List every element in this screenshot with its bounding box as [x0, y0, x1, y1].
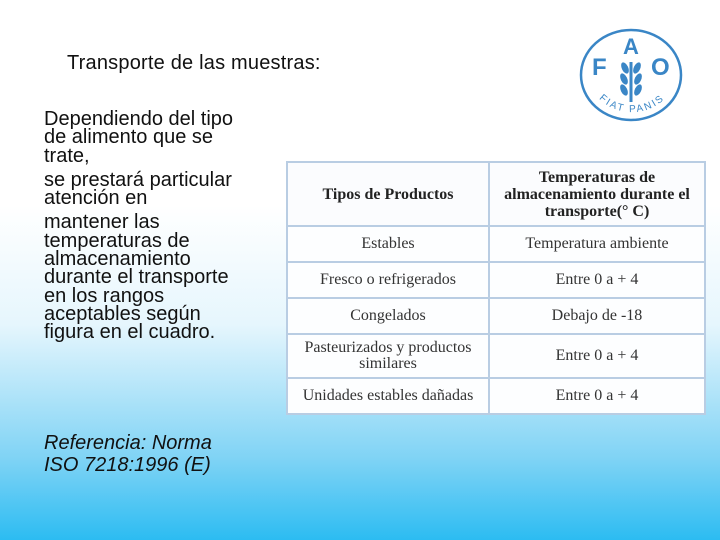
- reference-line: Referencia: Norma: [44, 432, 212, 454]
- header-product-types: Tipos de Productos: [287, 162, 489, 226]
- body-line: de alimento que se: [44, 126, 214, 149]
- table-cell: Entre 0 a + 4: [489, 334, 705, 378]
- slide-title: Transporte de las muestras:: [67, 52, 321, 74]
- reference-line: ISO 7218:1996 (E): [44, 454, 211, 476]
- logo-motto: FIAT PANIS: [596, 92, 668, 116]
- body-line: mantener las: [44, 211, 160, 234]
- table-cell: Entre 0 a + 4: [489, 262, 705, 298]
- table-cell: Congelados: [287, 298, 489, 334]
- header-transport-temperature: Temperaturas de almacenamiento durante el transporte(° C): [489, 162, 705, 226]
- body-line: temperaturas de: [44, 229, 190, 252]
- body-line: figura en el cuadro.: [44, 321, 216, 344]
- table-cell: Estables: [287, 226, 489, 262]
- table-cell: Fresco o refrigerados: [287, 262, 489, 298]
- body-line: trate,: [44, 144, 90, 167]
- logo-letter-o: O: [651, 54, 670, 81]
- fao-logo-icon: [578, 28, 684, 122]
- body-line: aceptables según: [44, 302, 201, 325]
- products-temperature-table: [286, 161, 706, 415]
- logo-letter-f: F: [592, 54, 607, 81]
- body-line: atención en: [44, 187, 148, 210]
- table-cell: Unidades estables dañadas: [287, 378, 489, 414]
- body-paragraph: [44, 110, 284, 342]
- table-cell: Entre 0 a + 4: [489, 378, 705, 414]
- logo-letter-a: A: [623, 34, 639, 59]
- table-cell: Temperatura ambiente: [489, 226, 705, 262]
- body-line: en los rangos: [44, 284, 165, 307]
- body-line: se prestará particular: [44, 168, 232, 191]
- body-line: durante el transporte: [44, 266, 229, 289]
- body-line: almacenamiento: [44, 248, 191, 271]
- body-line: Dependiendo del tipo: [44, 108, 234, 130]
- table-cell: Pasteurizados y productos similares: [287, 334, 489, 378]
- reference-note: [44, 432, 284, 476]
- table-cell: Debajo de -18: [489, 298, 705, 334]
